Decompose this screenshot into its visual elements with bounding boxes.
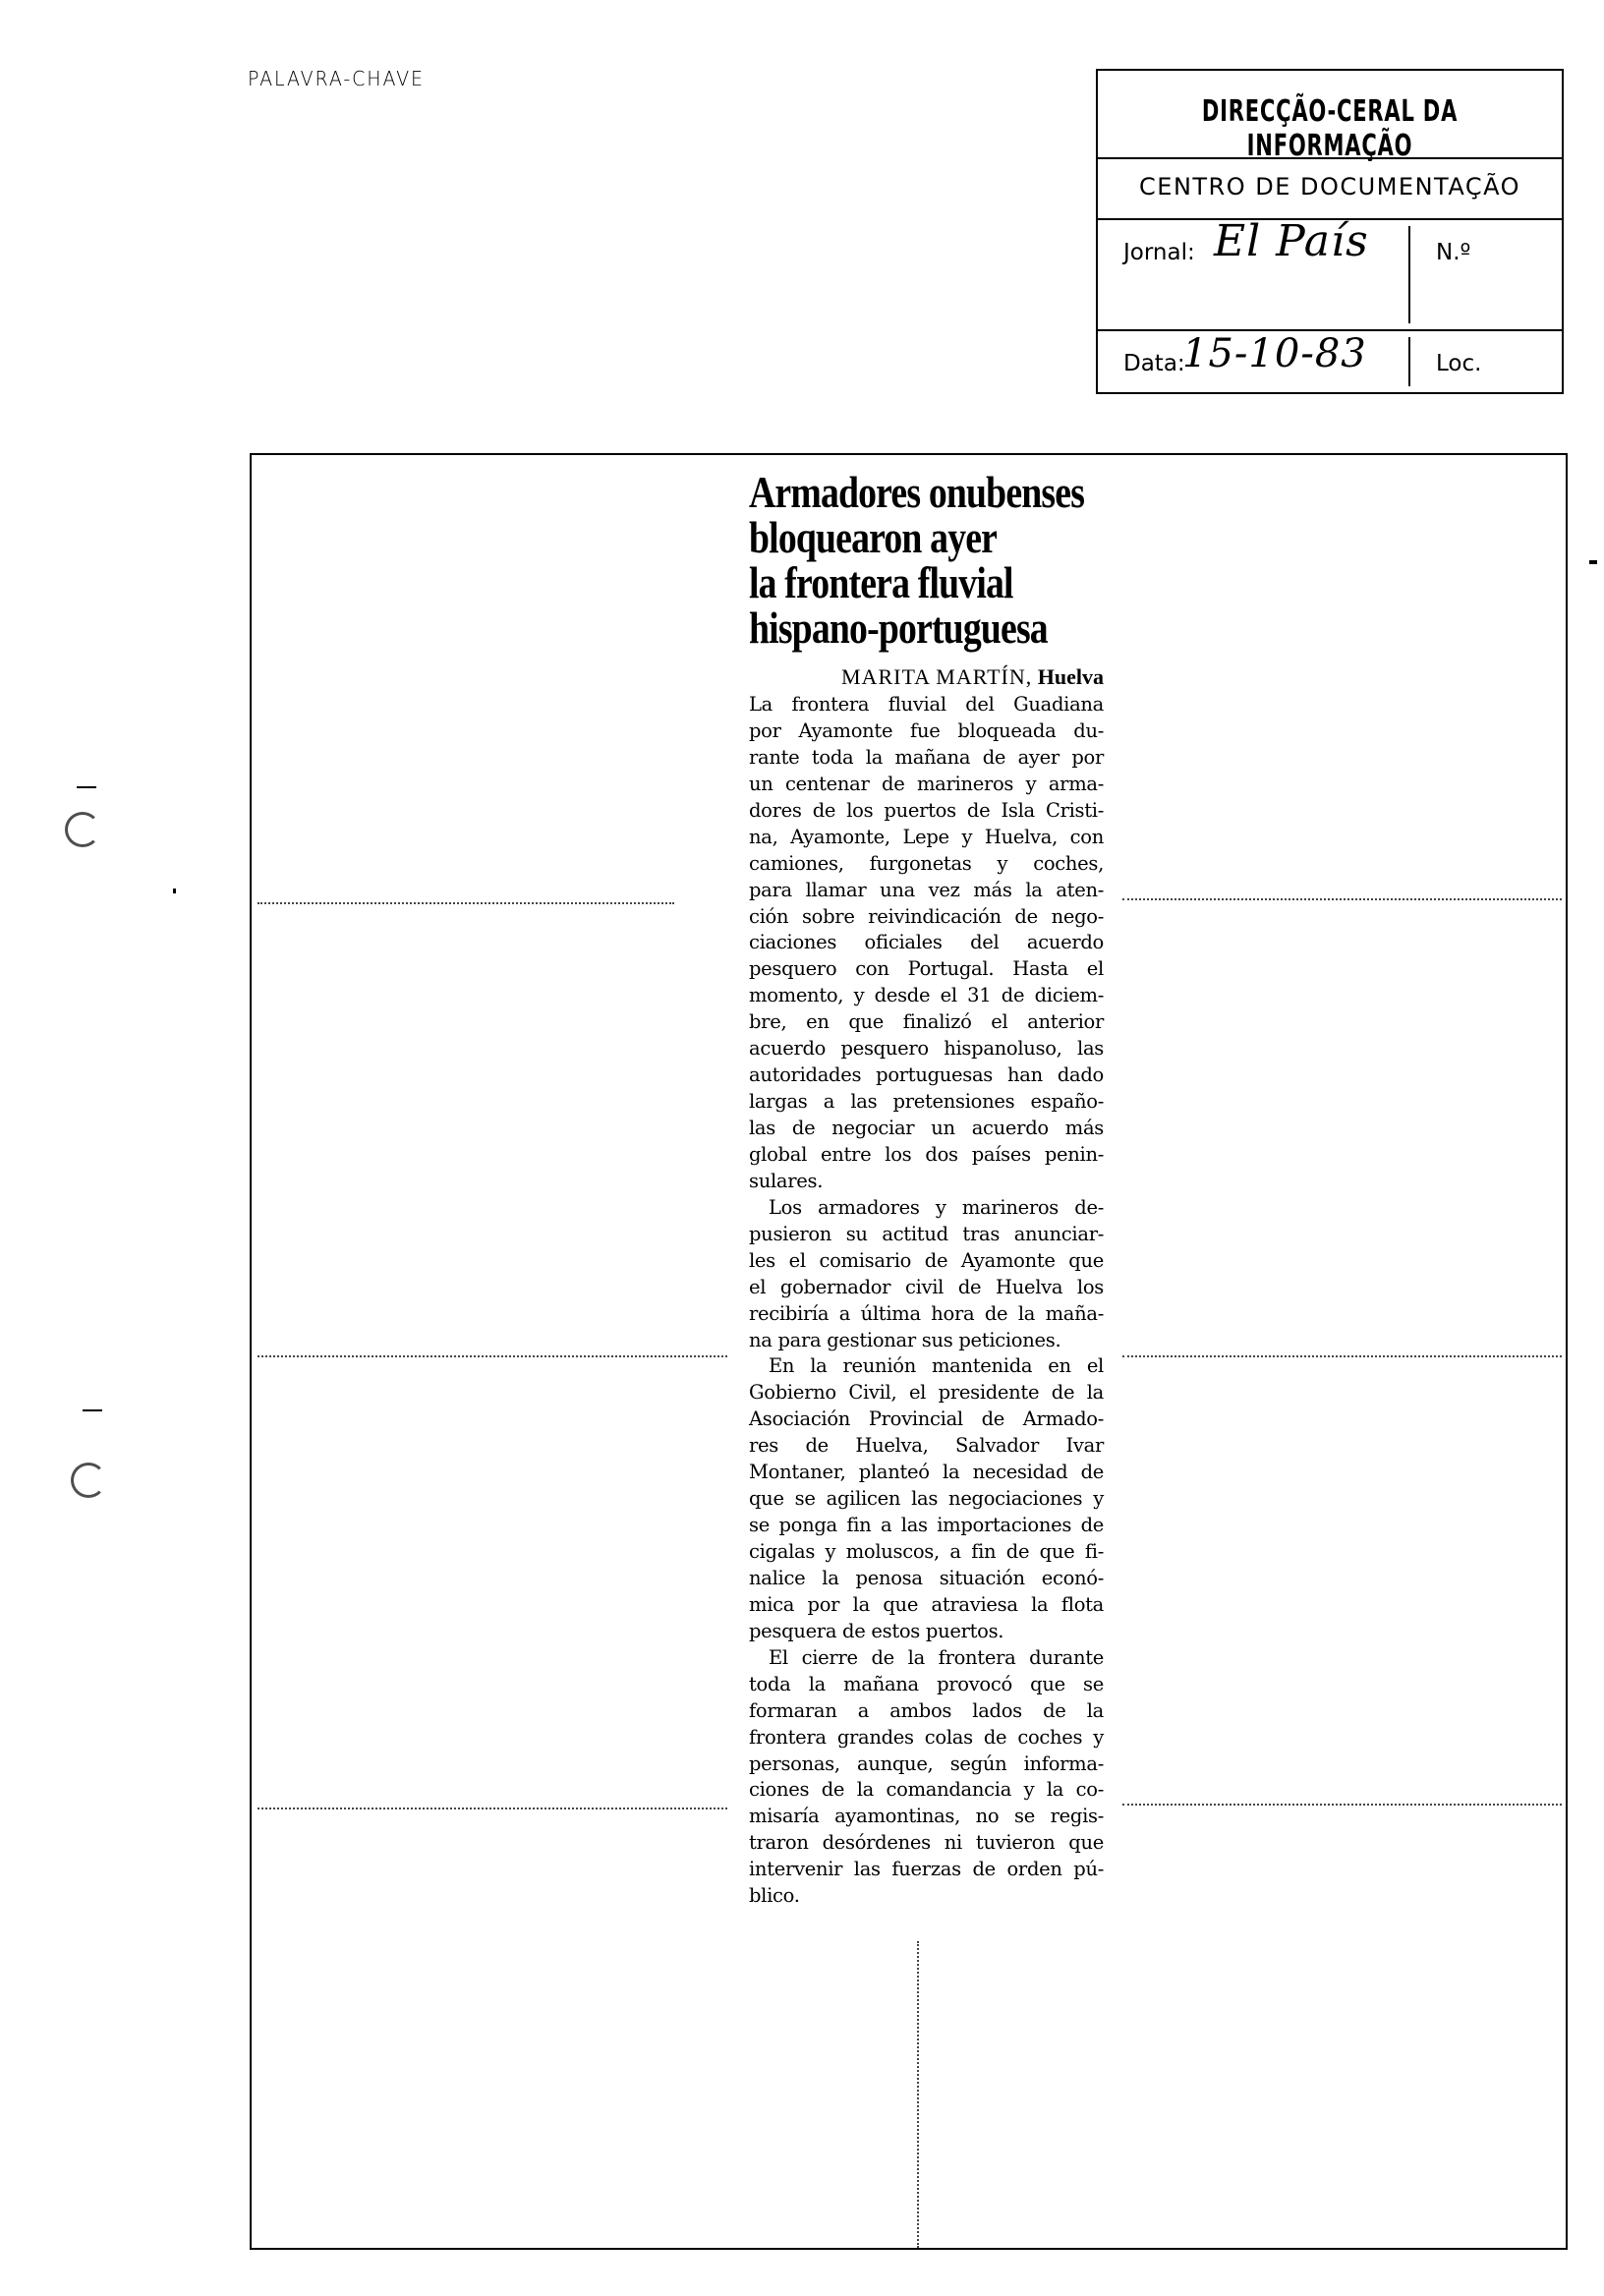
stamp-title: DIRECÇÃO-CERAL DA INFORMAÇÃO — [1201, 94, 1459, 163]
body-line: na, Ayamonte, Lepe y Huelva, con — [749, 825, 1104, 848]
body-line: frontera grandes colas de coches y — [749, 1725, 1104, 1749]
body-line: Gobierno Civil, el presidente de la — [749, 1381, 1104, 1405]
article-headline — [749, 467, 1085, 653]
body-line: les el comisario de Ayamonte que — [749, 1248, 1104, 1272]
stamp-jornal-row — [1098, 216, 1562, 331]
body-line: El cierre de la frontera durante — [769, 1645, 1104, 1669]
body-line: En la reunión mantenida en el — [769, 1354, 1104, 1378]
body-line: ción sobre reivindicación de nego- — [749, 904, 1104, 928]
body-line: toda la mañana provocó que se — [749, 1672, 1104, 1695]
headline-line: hispano-portuguesa — [749, 603, 1048, 653]
body-line: las de negociar un acuerdo más — [749, 1117, 1104, 1139]
body-line: autoridades portuguesas han dado — [749, 1063, 1104, 1087]
body-line: momento, y desde el 31 de diciem- — [749, 984, 1104, 1007]
body-line: el gobernador civil de Huelva los — [749, 1275, 1104, 1298]
body-line: La frontera fluvial del Guadiana — [749, 693, 1104, 716]
body-line: global entre los dos países penin- — [749, 1142, 1104, 1166]
dotted-divider — [258, 1808, 727, 1809]
dotted-divider — [1122, 1355, 1562, 1357]
headline-line: bloquearon ayer — [749, 512, 998, 562]
scan-mark — [83, 1409, 102, 1411]
dotted-column-divider — [917, 1941, 919, 2248]
keyword-label: PALAVRA-CHAVE — [248, 67, 425, 90]
body-line: un centenar de marineros y arma- — [749, 772, 1104, 795]
article-byline — [749, 664, 1104, 690]
dotted-divider — [1122, 898, 1562, 900]
jornal-value: El País — [1214, 216, 1369, 266]
scan-mark — [77, 786, 96, 788]
body-line: personas, aunque, según informa- — [749, 1751, 1104, 1775]
body-line: dores de los puertos de Isla Cristi- — [749, 798, 1104, 822]
body-line: se ponga fin a las importaciones de — [749, 1514, 1104, 1537]
dotted-divider — [258, 1355, 727, 1357]
body-line: intervenir las fuerzas de orden pú- — [749, 1858, 1104, 1881]
headline-line: la frontera fluvial — [749, 557, 1013, 607]
punch-hole-mark — [71, 1463, 106, 1498]
body-line: pesquero con Portugal. Hasta el — [749, 957, 1104, 981]
archive-stamp — [1096, 69, 1564, 394]
body-line: blico. — [749, 1884, 800, 1908]
body-line: Montaner, planteó la necesidad de — [749, 1461, 1104, 1484]
body-line: pesquera de estos puertos. — [749, 1619, 1004, 1642]
body-line: bre, en que finalizó el anterior — [749, 1010, 1104, 1034]
numero-label: N.º — [1436, 240, 1471, 265]
stamp-title-row — [1098, 71, 1562, 163]
dotted-divider — [258, 902, 674, 904]
body-line: para llamar una vez más la aten- — [749, 878, 1104, 901]
body-line: formaran a ambos lados de la — [749, 1698, 1104, 1722]
body-line: recibiría a última hora de la maña- — [749, 1301, 1104, 1325]
body-line: que se agilicen las negociaciones y — [749, 1487, 1104, 1511]
body-line: mica por la que atraviesa la flota — [749, 1592, 1104, 1616]
body-line: traron desórdenes ni tuvieron que — [749, 1831, 1104, 1855]
byline-place: Huelva — [1037, 664, 1104, 689]
body-line: pusieron su actitud tras anunciar- — [749, 1222, 1104, 1245]
body-line: rante toda la mañana de ayer por — [749, 745, 1104, 769]
stamp-divider — [1408, 226, 1410, 323]
body-line: sulares. — [749, 1169, 824, 1192]
body-line: largas a las pretensiones españo- — [749, 1090, 1104, 1114]
body-line: acuerdo pesquero hispanoluso, las — [749, 1037, 1104, 1061]
stamp-subtitle: CENTRO DE DOCUMENTAÇÃO — [1139, 173, 1520, 201]
jornal-label: Jornal: — [1123, 240, 1195, 265]
body-line: ciones de la comandancia y la co- — [749, 1778, 1104, 1802]
dotted-divider — [1122, 1804, 1562, 1806]
body-line: res de Huelva, Salvador Ivar — [749, 1434, 1104, 1458]
body-line: Los armadores y marineros de- — [769, 1195, 1104, 1219]
body-line: misaría ayamontinas, no se regis- — [749, 1805, 1104, 1828]
scan-mark — [1589, 560, 1597, 564]
body-line: camiones, furgonetas y coches, — [749, 851, 1104, 875]
punch-hole-mark — [65, 812, 100, 847]
body-line: Asociación Provincial de Armado- — [749, 1407, 1104, 1431]
body-line: ciaciones oficiales del acuerdo — [749, 931, 1104, 954]
data-value: 15-10-83 — [1182, 331, 1367, 376]
body-line: por Ayamonte fue bloqueada du- — [749, 718, 1104, 742]
headline-line: Armadores onubenses — [749, 467, 1085, 517]
body-line: cigalas y moluscos, a fin de que fi- — [749, 1540, 1104, 1563]
stamp-data-row — [1098, 331, 1562, 392]
body-line: na para gestionar sus peticiones. — [749, 1328, 1061, 1351]
article-body — [749, 692, 1104, 1910]
data-label: Data: — [1123, 351, 1185, 376]
loc-label: Loc. — [1436, 351, 1482, 376]
stamp-subtitle-row — [1098, 159, 1562, 220]
byline-author: MARITA MARTÍN, — [841, 664, 1033, 689]
body-line: nalice la penosa situación econó- — [749, 1566, 1104, 1589]
stamp-divider — [1408, 337, 1410, 386]
scan-mark — [173, 889, 176, 893]
